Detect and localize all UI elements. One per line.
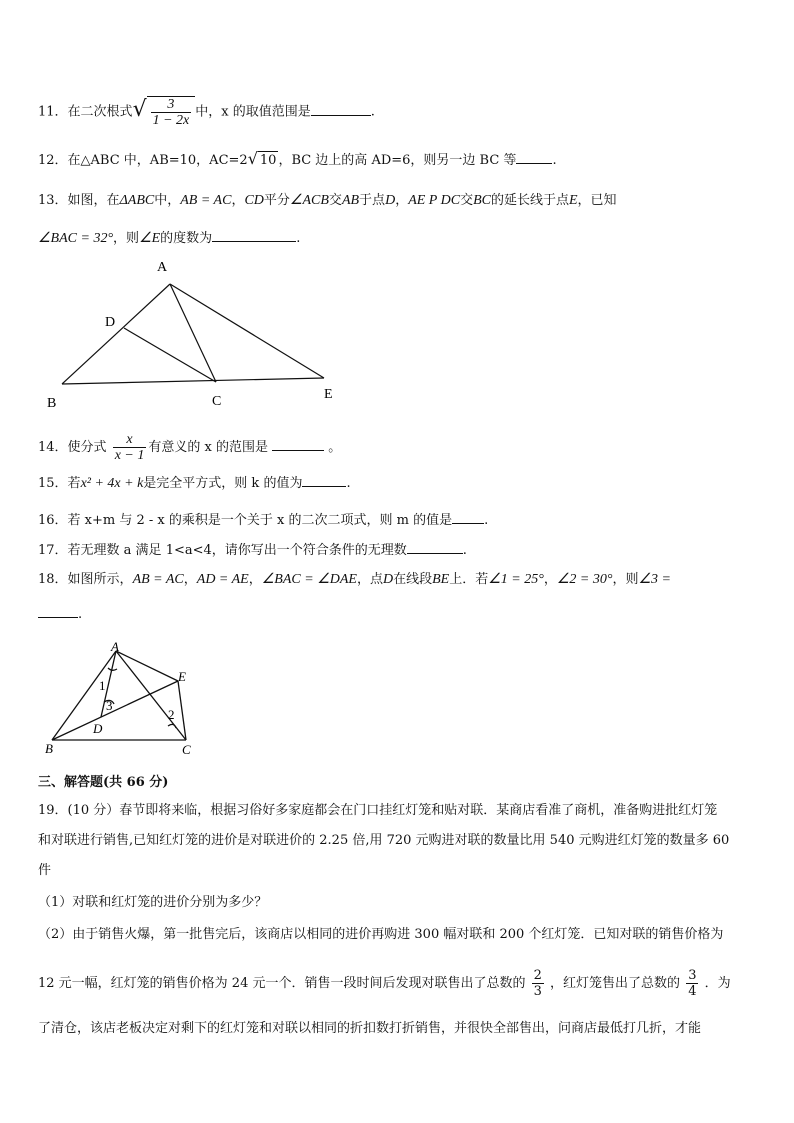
square-root: √ $\frac{3}{1 - 2x}$ bbox=[133, 96, 196, 128]
label-b: B bbox=[45, 741, 53, 756]
fraction-two-thirds: $\frac{2}{3}$ bbox=[533, 968, 542, 999]
label-c: C bbox=[212, 394, 222, 409]
question-15: 15．若x² + 4x + k是完全平方式，则 k 的值为 . bbox=[38, 473, 351, 493]
question-18-line2: . bbox=[38, 604, 82, 624]
answer-blank[interactable] bbox=[302, 473, 346, 487]
label-a: A bbox=[111, 639, 119, 654]
question-13-line2: ∠BAC = 32°，则∠E的度数为 . bbox=[38, 228, 300, 248]
section-heading: 三、解答题(共 66 分) bbox=[38, 775, 169, 790]
question-19-line3: 件 bbox=[38, 863, 52, 878]
label-a: A bbox=[157, 260, 168, 275]
fraction-three-quarters: $\frac{3}{4}$ bbox=[688, 968, 697, 999]
fraction: $\frac{x}{x - 1}$ bbox=[114, 432, 145, 463]
figure-18-triangles bbox=[38, 638, 208, 763]
label-e: E bbox=[324, 387, 333, 402]
answer-blank[interactable] bbox=[452, 510, 484, 524]
segment-dc bbox=[124, 328, 216, 382]
question-19-line7: 了清仓，该店老板决定对剩下的红灯笼和对联以相同的折扣数打折销售，并很快全部售出，问商店最低打几折，才能 bbox=[38, 1021, 702, 1036]
segment-ae bbox=[170, 284, 324, 378]
question-16: 16．若 x+m 与 2 - x 的乘积是一个关于 x 的二次二项式，则 m 的值是 . bbox=[38, 510, 488, 530]
question-13: 13．如图，在ΔABC中，AB = AC，CD平分∠ACB交AB于点D，AE P DC交BC的延长线于点E，已知 bbox=[38, 193, 617, 208]
segment-be bbox=[52, 681, 178, 740]
label-c: C bbox=[182, 742, 191, 757]
question-19-line6: 12 元一幅，红灯笼的销售价格为 24 元一个．销售一段时间后发现对联售出了总数的 $\frac{2}{3}$ ，红灯笼售出了总数的 $\frac{3}{4}$ ．为 bbox=[38, 968, 731, 999]
question-17: 17．若无理数 a 满足 1<a<4，请你写出一个符合条件的无理数 . bbox=[38, 540, 467, 560]
segment-ae bbox=[116, 651, 178, 681]
question-19-line2: 和对联进行销售,已知红灯笼的进价是对联进价的 2.25 倍,用 720 元购进对联的数量比用 540 元购进红灯笼的数量多 60 bbox=[38, 833, 730, 848]
label-b: B bbox=[47, 396, 57, 411]
question-number: 11． bbox=[38, 104, 68, 120]
segment-ba bbox=[62, 284, 170, 384]
angle-arc-2 bbox=[168, 724, 176, 728]
question-11: 11．在二次根式√ $\frac{3}{1 - 2x}$ 中，x 的取值范围是 . bbox=[38, 97, 375, 128]
segment-be bbox=[62, 378, 324, 384]
answer-blank[interactable] bbox=[311, 102, 371, 116]
question-19-line1: 19．(10 分）春节即将来临，根据习俗好多家庭都会在门口挂红灯笼和贴对联．某商店看准了商机，准备购进批红灯笼 bbox=[38, 803, 718, 818]
answer-blank[interactable] bbox=[516, 150, 552, 164]
label-angle-3: 3 bbox=[106, 698, 113, 713]
label-angle-2: 2 bbox=[168, 707, 175, 722]
answer-blank[interactable] bbox=[407, 540, 463, 554]
answer-blank[interactable] bbox=[38, 604, 78, 618]
label-d: D bbox=[93, 721, 103, 736]
question-19-sub2: （2）由于销售火爆，第一批售完后，该商店以相同的进价再购进 300 幅对联和 200 个红灯笼．已知对联的销售价格为 bbox=[38, 927, 724, 942]
question-19-sub1: （1）对联和红灯笼的进价分别为多少？ bbox=[38, 895, 268, 910]
figure-13-triangle bbox=[40, 255, 350, 415]
answer-blank[interactable] bbox=[272, 437, 324, 451]
question-18: 18．如图所示，AB = AC，AD = AE，∠BAC = ∠DAE，点D在线段BE上．若∠1 = 25°，∠2 = 30°，则∠3 = bbox=[38, 572, 671, 587]
answer-blank[interactable] bbox=[212, 228, 296, 242]
label-d: D bbox=[105, 315, 116, 330]
question-14: 14．使分式 $\frac{x}{x - 1}$ 有意义的 x 的范围是 。 bbox=[38, 432, 342, 463]
question-12: 12．在△ABC 中，AB=10，AC=2√ 10 ，BC 边上的高 AD=6，则另一边 BC 等 . bbox=[38, 149, 557, 168]
label-angle-1: 1 bbox=[99, 678, 106, 693]
label-e: E bbox=[178, 669, 186, 684]
